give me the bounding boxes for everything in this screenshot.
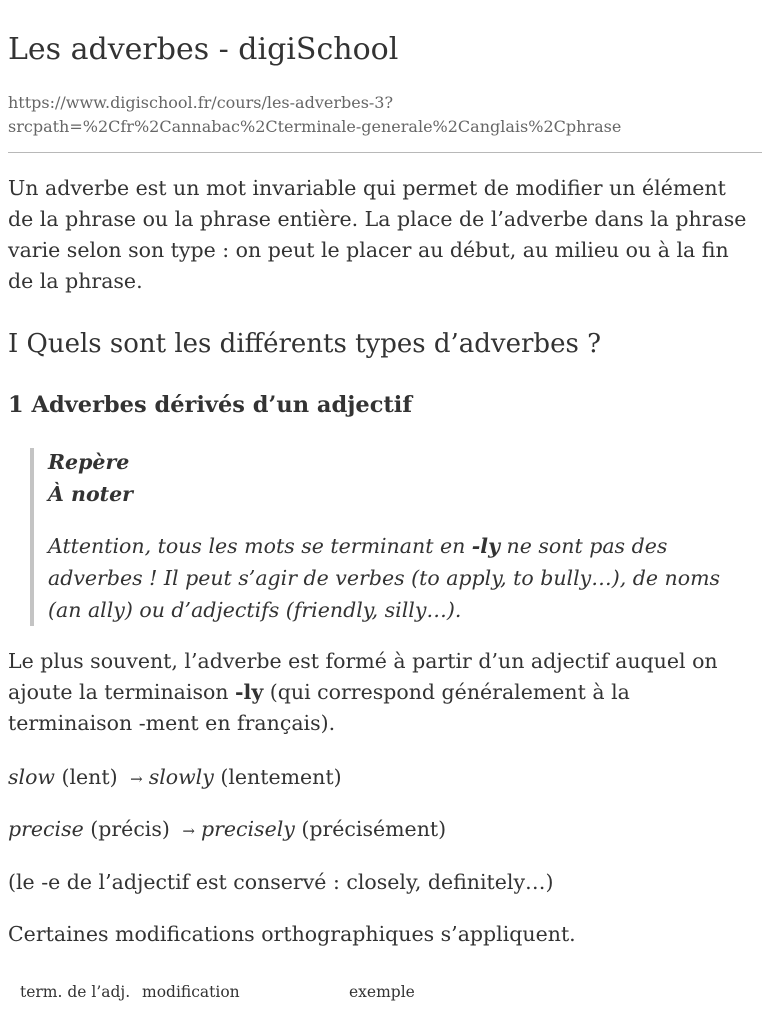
- callout-line-1-start: Attention, tous les mots se terminant en: [48, 534, 472, 558]
- example-adjective-translation: (lent): [54, 765, 125, 789]
- section-heading: I Quels sont les différents types d’adverbes ?: [8, 329, 602, 359]
- callout-label-repere: Repère: [48, 450, 130, 474]
- callout-line-1-end: ne sont pas des: [500, 534, 668, 558]
- page-title: Les adverbes - digiSchool: [8, 32, 399, 67]
- example-adverb: slowly: [148, 765, 214, 789]
- example-adverb-translation: (précisément): [294, 817, 447, 841]
- intro-paragraph: [8, 173, 760, 297]
- callout-line-1: [48, 530, 720, 562]
- formation-line-2-start: ajoute la terminaison: [8, 680, 236, 704]
- formation-line-2: [8, 677, 760, 708]
- example-adjective: slow: [8, 765, 55, 789]
- arrow-icon: →: [130, 770, 143, 788]
- example-precise: [8, 814, 446, 847]
- subsection-heading: 1 Adverbes dérivés d’un adjectif: [8, 392, 413, 418]
- example-slow: [8, 762, 342, 795]
- source-url-line-1: https://www.digischool.fr/cours/les-adverbes-3?: [8, 93, 394, 112]
- formation-line-1: Le plus souvent, l’adverbe est formé à partir d’un adjectif auquel on: [8, 649, 718, 673]
- intro-line-2: de la phrase ou la phrase entière. La place de l’adverbe dans la phrase: [8, 207, 747, 231]
- example-adjective: precise: [8, 817, 84, 841]
- callout-ly-suffix: -ly: [471, 534, 501, 558]
- example-adverb: precisely: [200, 817, 295, 841]
- callout-line-2: adverbes ! Il peut s’agir de verbes (to apply, to bully…), de noms: [48, 566, 721, 590]
- spelling-note: Certaines modifications orthographiques s’appliquent.: [8, 922, 576, 946]
- formation-paragraph: [8, 646, 760, 739]
- table-header-term: term. de l’adj.: [20, 983, 131, 1001]
- callout-text: [48, 530, 720, 626]
- callout-box: [30, 448, 734, 626]
- source-url[interactable]: [8, 91, 760, 139]
- callout-label-a-noter: À noter: [48, 482, 133, 506]
- title-divider: [8, 152, 762, 153]
- source-url-line-2: srcpath=%2Cfr%2Cannabac%2Cterminale-generale%2Canglais%2Cphrase: [8, 117, 622, 136]
- formation-line-3: terminaison -ment en français).: [8, 711, 336, 735]
- arrow-icon: →: [182, 822, 195, 840]
- example-note: (le -e de l’adjectif est conservé : closely, definitely…): [8, 870, 554, 894]
- example-adjective-translation: (précis): [83, 817, 177, 841]
- intro-line-4: de la phrase.: [8, 269, 143, 293]
- table-header-example: exemple: [349, 983, 415, 1001]
- intro-line-3: varie selon son type : on peut le placer au début, au milieu ou à la fin: [8, 238, 729, 262]
- formation-line-2-end: (qui correspond généralement à la: [263, 680, 630, 704]
- table-header-modification: modification: [142, 983, 240, 1001]
- callout-line-3: (an ally) ou d’adjectifs (friendly, silly…).: [48, 598, 462, 622]
- intro-line-1: Un adverbe est un mot invariable qui permet de modifier un élément: [8, 176, 726, 200]
- example-adverb-translation: (lentement): [213, 765, 342, 789]
- formation-ly-suffix: -ly: [235, 680, 264, 704]
